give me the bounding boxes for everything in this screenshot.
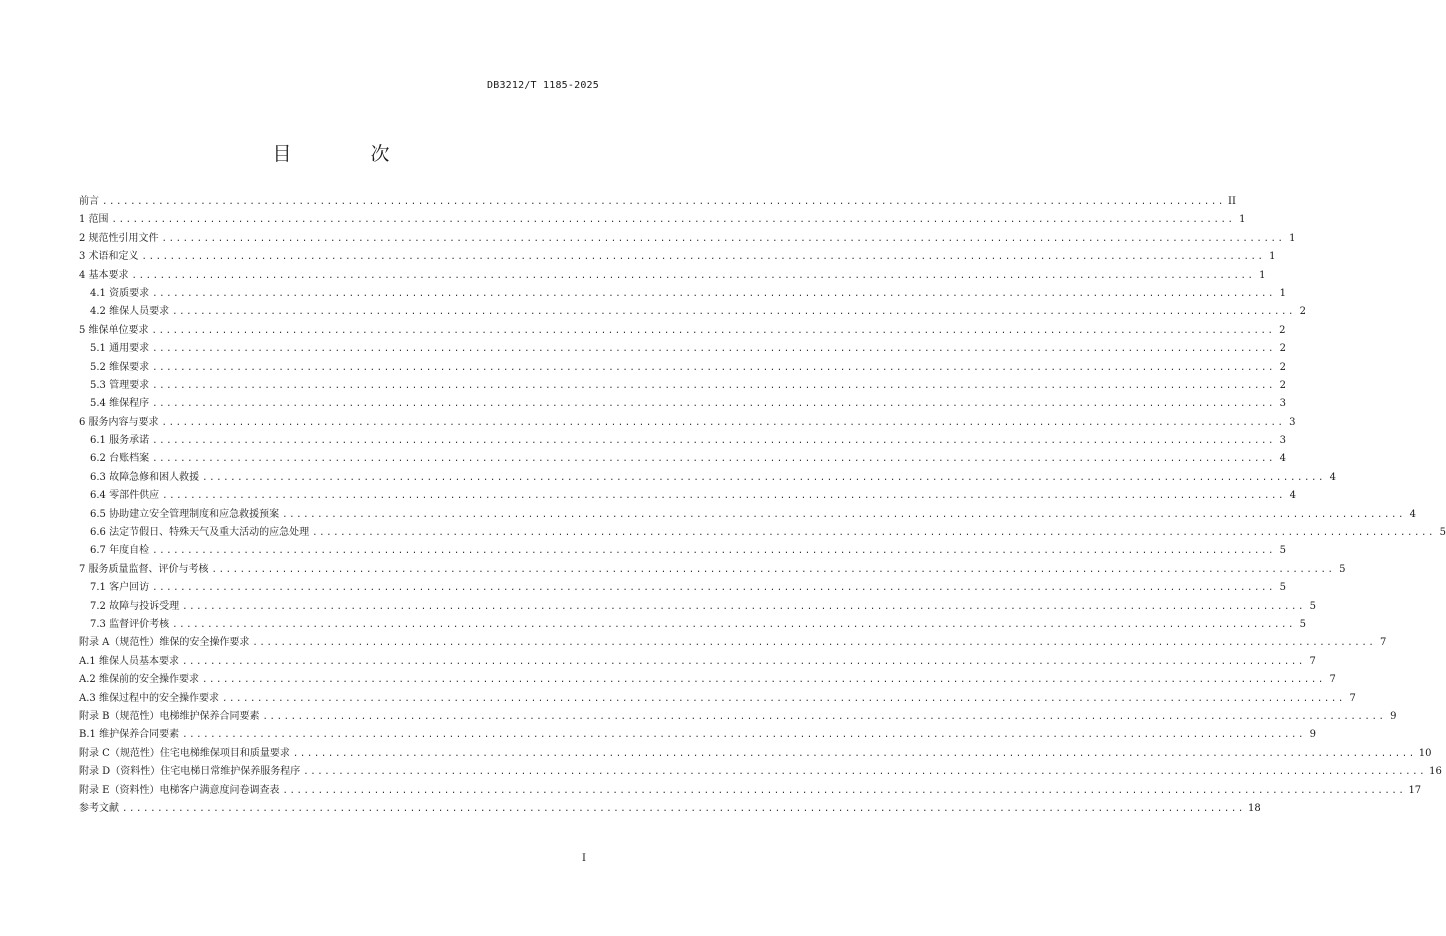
toc-dot-leader: ................................................................................................................................................................ (182, 601, 1306, 612)
toc-entry-label: 6.5 协助建立安全管理制度和应急救援预案 (90, 508, 280, 520)
document-code: DB3212/T 1185-2025 (487, 80, 599, 91)
page-title: 目 次 (272, 143, 420, 165)
toc-entry-page: 10 (1418, 747, 1432, 759)
toc-entry-label: 3 术语和定义 (79, 251, 139, 263)
toc-entry-label: 附录 A（规范性）维保的安全操作要求 (79, 637, 250, 649)
toc-dot-leader: ................................................................................................................................................................ (151, 325, 1275, 336)
toc-entry-page: 7 (1309, 655, 1316, 667)
toc-entry[interactable] (79, 745, 1432, 763)
toc-entry-page: 5 (1299, 618, 1307, 630)
toc-entry-page: II (1228, 196, 1236, 207)
toc-dot-leader: ................................................................................................................................................................ (201, 675, 1325, 686)
toc-entry[interactable] (79, 782, 1422, 800)
toc-entry[interactable] (79, 432, 1287, 450)
toc-entry[interactable] (79, 377, 1287, 395)
toc-dot-leader: ................................................................................................................................................................ (152, 362, 1276, 373)
toc-entry-page: 9 (1390, 710, 1397, 722)
toc-entry-page: 5 (1439, 527, 1446, 539)
toc-entry-page: 4 (1409, 508, 1417, 520)
toc-entry[interactable] (79, 193, 1236, 211)
toc-entry[interactable] (79, 340, 1287, 358)
toc-entry[interactable] (79, 579, 1287, 597)
toc-dot-leader: ................................................................................................................................................................ (111, 215, 1235, 226)
table-of-contents (79, 193, 1446, 818)
toc-entry[interactable] (79, 211, 1246, 229)
toc-entry-label: 附录 D（资料性）住宅电梯日常维护保养服务程序 (79, 766, 301, 778)
toc-entry[interactable] (79, 671, 1336, 689)
toc-entry-page: 2 (1279, 361, 1287, 373)
toc-entry[interactable] (79, 359, 1287, 377)
toc-dot-leader: ................................................................................................................................................................ (152, 436, 1276, 447)
toc-entry-page: 7 (1329, 674, 1336, 686)
toc-dot-leader: ................................................................................................................................................................ (211, 564, 1335, 575)
toc-entry-label: 7.2 故障与投诉受理 (90, 600, 180, 612)
toc-entry[interactable] (79, 524, 1446, 542)
toc-dot-leader: ................................................................................................................................................................ (262, 711, 1386, 722)
toc-entry-label: 6.2 台账档案 (90, 453, 150, 465)
toc-dot-leader: ................................................................................................................................................................ (182, 730, 1306, 741)
toc-dot-leader: ................................................................................................................................................................ (161, 417, 1285, 428)
toc-entry[interactable] (79, 506, 1417, 524)
toc-entry-label: 附录 E（资料性）电梯客户满意度问卷调查表 (79, 784, 280, 796)
toc-entry[interactable] (79, 653, 1316, 671)
toc-entry[interactable] (79, 450, 1287, 468)
toc-entry[interactable] (79, 800, 1261, 818)
toc-entry-label: 4.2 维保人员要求 (90, 306, 170, 318)
toc-entry[interactable] (79, 248, 1276, 266)
toc-entry-label: 6.4 零部件供应 (90, 490, 160, 502)
toc-entry-label: 参考文献 (79, 802, 119, 814)
toc-entry[interactable] (79, 267, 1266, 285)
toc-entry-page: 5 (1309, 600, 1317, 612)
toc-entry[interactable] (79, 303, 1307, 321)
toc-entry[interactable] (79, 285, 1287, 303)
toc-entry-label: 5 维保单位要求 (79, 324, 149, 336)
toc-dot-leader: ................................................................................................................................................................ (292, 748, 1416, 759)
toc-entry-label: 5.1 通用要求 (90, 343, 150, 355)
toc-entry-label: 6.7 年度自检 (90, 545, 150, 557)
toc-entry-label: 附录 B（规范性）电梯维护保养合同要素 (79, 710, 260, 722)
toc-entry-page: 17 (1408, 784, 1422, 796)
toc-entry-label: 7.3 监督评价考核 (90, 618, 170, 630)
toc-entry[interactable] (79, 598, 1317, 616)
toc-dot-leader: ................................................................................................................................................................ (181, 656, 1305, 667)
toc-entry-page: 4 (1289, 490, 1297, 502)
toc-entry-label: 附录 C（规范性）住宅电梯维保项目和质量要求 (79, 747, 290, 759)
toc-entry[interactable] (79, 708, 1397, 726)
toc-dot-leader: ................................................................................................................................................................ (152, 546, 1276, 557)
toc-entry-page: 4 (1279, 453, 1287, 465)
toc-entry[interactable] (79, 763, 1442, 781)
toc-entry-label: 4 基本要求 (79, 269, 129, 281)
toc-entry-label: 2 规范性引用文件 (79, 232, 159, 244)
toc-entry-label: 7.1 客户回访 (90, 582, 150, 594)
toc-entry[interactable] (79, 230, 1296, 248)
toc-dot-leader: ................................................................................................................................................................ (152, 288, 1276, 299)
toc-entry-page: 16 (1429, 766, 1442, 778)
toc-entry-label: 6.6 法定节假日、特殊天气及重大活动的应急处理 (90, 527, 310, 539)
toc-entry[interactable] (79, 616, 1307, 634)
toc-entry[interactable] (79, 690, 1356, 708)
toc-entry-page: 3 (1289, 416, 1296, 428)
toc-entry[interactable] (79, 469, 1337, 487)
toc-entry-page: 2 (1279, 343, 1287, 355)
toc-dot-leader: ................................................................................................................................................................ (102, 197, 1225, 207)
toc-entry-label: 1 范围 (79, 214, 109, 226)
toc-dot-leader: ................................................................................................................................................................ (152, 380, 1276, 391)
toc-entry-page: 1 (1269, 251, 1276, 263)
toc-entry-label: A.2 维保前的安全操作要求 (79, 674, 199, 686)
toc-entry-page: 2 (1299, 306, 1307, 318)
toc-entry-label: 6 服务内容与要求 (79, 416, 159, 428)
toc-dot-leader: ................................................................................................................................................................ (122, 803, 1245, 814)
toc-entry-page: 5 (1279, 545, 1287, 557)
toc-dot-leader: ................................................................................................................................................................ (282, 785, 1406, 796)
toc-entry-page: 2 (1279, 379, 1287, 391)
toc-dot-leader: ................................................................................................................................................................ (131, 270, 1255, 281)
toc-entry-page: 1 (1279, 287, 1287, 299)
toc-entry-page: 1 (1289, 232, 1296, 244)
toc-dot-leader: ................................................................................................................................................................ (152, 454, 1276, 465)
toc-entry[interactable] (79, 487, 1297, 505)
toc-entry[interactable] (79, 395, 1287, 413)
toc-dot-leader: ................................................................................................................................................................ (282, 509, 1406, 520)
toc-dot-leader: ................................................................................................................................................................ (152, 583, 1276, 594)
toc-entry[interactable] (79, 322, 1286, 340)
toc-entry-page: 9 (1309, 729, 1317, 741)
toc-entry-page: 18 (1247, 802, 1261, 814)
toc-entry-page: 2 (1279, 324, 1286, 336)
toc-dot-leader: ................................................................................................................................................................ (202, 472, 1326, 483)
toc-entry[interactable] (79, 634, 1387, 652)
toc-dot-leader: ................................................................................................................................................................ (172, 307, 1296, 318)
toc-entry-label: 5.4 维保程序 (90, 398, 150, 410)
toc-entry-page: 4 (1329, 471, 1337, 483)
toc-dot-leader: ................................................................................................................................................................ (152, 399, 1276, 410)
toc-entry-label: 6.1 服务承诺 (90, 435, 150, 447)
toc-dot-leader: ................................................................................................................................................................ (162, 491, 1286, 502)
toc-entry-page: 3 (1279, 435, 1287, 447)
toc-entry-page: 5 (1339, 563, 1346, 575)
toc-entry-label: A.1 维保人员基本要求 (79, 655, 179, 667)
toc-dot-leader: ................................................................................................................................................................ (221, 693, 1345, 704)
toc-entry-page: 1 (1239, 214, 1246, 226)
toc-entry[interactable] (79, 726, 1317, 744)
toc-entry-label: A.3 维保过程中的安全操作要求 (79, 692, 219, 704)
toc-entry-label: 前言 (79, 196, 99, 207)
toc-entry-page: 7 (1379, 637, 1387, 649)
toc-dot-leader: ................................................................................................................................................................ (303, 767, 1427, 778)
toc-dot-leader: ................................................................................................................................................................ (152, 344, 1276, 355)
toc-entry[interactable] (79, 561, 1346, 579)
toc-entry[interactable] (79, 414, 1296, 432)
toc-dot-leader: ................................................................................................................................................................ (161, 233, 1285, 244)
toc-entry-label: B.1 维护保养合同要素 (79, 729, 180, 741)
toc-dot-leader: ................................................................................................................................................................ (141, 252, 1265, 263)
page-number: I (582, 853, 586, 864)
toc-dot-leader: ................................................................................................................................................................ (252, 638, 1376, 649)
toc-dot-leader: ................................................................................................................................................................ (172, 619, 1296, 630)
toc-entry-label: 5.2 维保要求 (90, 361, 150, 373)
toc-entry-page: 5 (1279, 582, 1287, 594)
toc-entry-page: 1 (1259, 269, 1266, 281)
toc-entry-page: 3 (1279, 398, 1287, 410)
toc-entry-page: 7 (1349, 692, 1356, 704)
toc-entry-label: 7 服务质量监督、评价与考核 (79, 563, 209, 575)
toc-entry-label: 5.3 管理要求 (90, 379, 150, 391)
toc-entry[interactable] (79, 542, 1287, 560)
toc-entry-label: 4.1 资质要求 (90, 287, 150, 299)
toc-entry-label: 6.3 故障急修和困人救援 (90, 471, 200, 483)
toc-dot-leader: ................................................................................................................................................................ (312, 528, 1436, 539)
